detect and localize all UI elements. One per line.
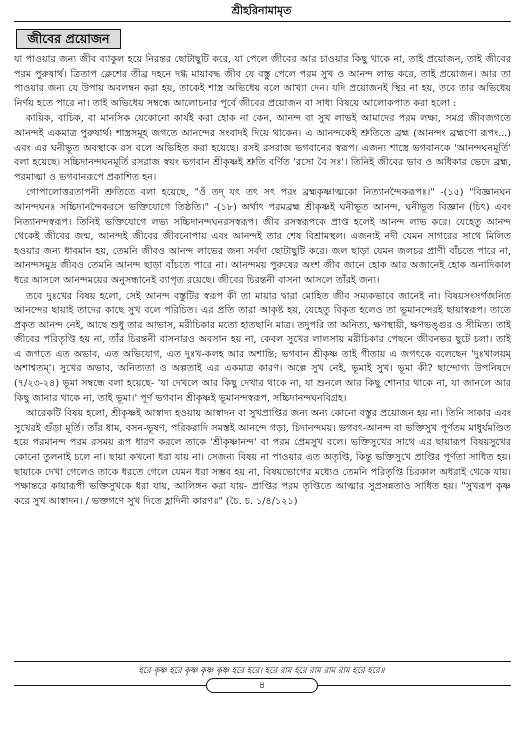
paragraph-2: কায়িক, বাচিক, বা মানসিক যেকোনো কার্যই করা হোক না কেন, আনন্দ বা সুখ লাভই আমাদের পরম লক্ষ্য, সমগ্র জীবজগতে আনন্দই একমাত্র পুরুষার্থ। শাস্ত্রসমূহ জগতে আনন্দের সংবাদই দিয়ে থাকেন। এ আনন্দকেই শ্রুতিতে ব্রহ্ম (আনন্দং ব্রহ্মণো রূপং...) এবং এর ঘনীভূত অবস্থাকে রস বলে অভিহিত করা হয়েছে। রসই রসরাজ ভগবানের স্বরূপ। এজন্য শাস্ত্রে ভগবানকে 'আনন্দঘনমূর্তি' বলা হয়েছে। সচ্চিদানন্দঘনমূর্তি রসরাজ স্বয়ং ভগবান শ্রীকৃষ্ণই শ্রুতি বর্ণিত 'রসো বৈ সঃ'। তিনিই জীবের ভাব ও অধিকার ভেদে ব্রহ্ম, পরমাত্মা ও ভগবানরূপে প্রকাশিত হন।: [14, 113, 511, 183]
page-number-rule-right: [318, 685, 511, 686]
body-text: [14, 53, 511, 657]
running-head: শ্রীহরিনামামৃত: [231, 4, 292, 17]
section-title: জীবের প্রয়োজন: [16, 29, 121, 49]
paragraph-1: যা পাওয়ার জন্য জীব ব্যাকুল হয়ে নিরন্তর ছোটাছুটি করে, যা পেলে জীবের আর চাওয়ার কিছু থাকে না, তাই প্রয়োজন, তাই জীবের পরম পুরুষার্থ। ত্রিতাপ ক্লেশের তীব্র দহনে দগ্ধ মায়াবদ্ধ জীব যে বস্তু পেলে পরম সুখ ও আনন্দ লাভ করে, তাই প্রয়োজন। আর তা পাওয়ার জন্য যে উপায় অবলম্বন করা হয়, তাকেই শাস্ত্র অভিধেয় বলে আখ্যা দেন। যদি প্রয়োজনই স্থির না হয়, তবে তার অভিধেয় নির্ণয় হতে পারে না। তাই অভিধেয় সম্বন্ধে আলোচনার পূর্বে জীবের প্রয়োজন বা সাধ্য বিষয়ে আলোকপাত করা হলো :: [14, 54, 511, 109]
header-divider: [14, 21, 511, 22]
paragraph-3: গোপালোত্তরতাপনী শ্রুতিতে বলা হয়েছে, "ওঁ তদ্ যৎ তৎ সৎ পরং ব্রহ্মকৃষ্ণাত্মকো নিত্যানন্দৈকরূপঃ।" -(১৫) "বিজ্ঞানঘন আনন্দঘনঃ সচ্চিদানন্দৈকরসে ভক্তিযোগে তিষ্ঠতি।" -(১৮) অর্থাৎ পরমব্রহ্ম শ্রীকৃষ্ণই ঘনীভূত আনন্দ, ঘনীভূত বিজ্ঞান (চিৎ) এবং নিত্যানন্দস্বরূপ। তিনিই ভক্তিযোগে লভ্য সচ্চিদানন্দঘনরসস্বরূপ। জীব রসস্বরূপকে প্রাপ্ত হলেই আনন্দ লাভ করে। যেহেতু আনন্দ থেকেই জীবের জন্ম, আনন্দই জীবের জীবনোপায় এবং আনন্দই তার শেষ বিশ্রামস্থল। এজন্যই নদী যেমন সাগরের সাথে মিলিত হওয়ার জন্য ধাবমান হয়, তেমনি জীবও আনন্দ লাভের জন্য সর্বদা ছোটাছুটি করে। জল ছাড়া যেমন জলচর প্রাণী বাঁচতে পারে না, আনন্দসমুদ্র জীবও তেমনি আনন্দ ছাড়া বাঁচতে পারে না। আনন্দময় পুরুষের অংশ জীব জানে হোক আর অজানেই হোক অনাদিকাল ধরে আসলে আনন্দময়ের অনুসন্ধানেই ব্যাপৃত রয়েছে। জীবের চিরন্তনী বাসনা আসলে তাঁরই জন্য।: [14, 187, 511, 286]
page-number: ৪: [206, 678, 318, 693]
footer-mantra: হরে কৃষ্ণ হরে কৃষ্ণ কৃষ্ণ কৃষ্ণ হরে হরে। হরে রাম হরে রাম রাম রাম হরে হরে॥: [138, 665, 385, 675]
paragraph-4: তবে দুঃখের বিষয় হলো, সেই আনন্দ বস্তুটির স্বরূপ কী তা মায়ার দ্বারা মোহিত জীব সম্যকভাবে জানেই না। বিষয়সংসর্গজনিত আনন্দের ছায়াই তাদের কাছে সুখ বলে পরিচিত। এর প্রতি তারা আকৃষ্ট হয়, যেহেতু বিকৃত হলেও তা ভূমানন্দেরই ছায়াস্বরূপ। তাতে প্রকৃত আনন্দ নেই, আছে শুধু তার আভাস, মরীচিকার মতো হাতছানি মাত্র। তদুপরি তা অনিত্য, ক্ষণস্থায়ী, ক্ষণভঙ্গুর ও সীমিত। তাই জীবের পরিতৃপ্তি হয় না, তাঁর চিরন্তনী বাসনারও অবসান হয় না, কেবল সুখের লালসায় মরীচিকার পেছনে জীবনভর ছুটে চলা। তাই এ জগতে এত অভাব, এত অভিযোগ, এত দুঃখ-কলহ আর অশান্তি; ভগবান শ্রীকৃষ্ণ তাই গীতায় এ জগৎকে বলেছেন 'দুঃখালয়ম্ অশাশ্বতম্'। সুখের অভাব, অনিত্যতা ও অল্পতাই এর একমাত্র কারণ। অল্পে সুখ নেই, ভূমাই সুখ। ভূমা কী? ছান্দোগ্য উপনিষদে (৭/২৩-২৪) ভূমা সম্বন্ধে বলা হয়েছে- 'যা দেখলে আর কিছু দেখার থাকে না, যা শুনলে আর কিছু শোনার থাকে না, যা জানলে আর কিছু জানার থাকে না, তাই ভূমা।' পূর্ণ ভগবান শ্রীকৃষ্ণই ভূমানন্দস্বরূপ, সচ্চিদানন্দঘনবিগ্রহ।: [14, 290, 511, 404]
paragraph-5: আরেকটি বিষয় হলো, শ্রীকৃষ্ণই আস্বাদ্য হওয়ায় আস্বাদন বা সুখপ্রাপ্তির জন্য অন্য কোনো বস্তুর প্রয়োজন হয় না। তিনি সাকার এবং সুখেরই গুঁড়া মূর্তি। তাঁর ধাম, বসন-ভূষণ, পরিকরাদি সমস্তই আনন্দে গড়া, চিদানন্দময়। ভগবৎ-আনন্দ বা ভক্তিসুখ পূর্ণতম মাধুর্যমণ্ডিত হয়ে পরমানন্দ পরম রসময় রূপ ধারণ করলে তাকে 'শ্রীকৃষ্ণানন্দ' বা পরম প্রেমসুখ বলে। ভক্তিসুখের সাথে এর ছায়ারূপ বিষয়সুখের কোনো তুলনাই চলে না। ছায়া কখনো ধরা যায় না। সেজন্য বিষয় না পাওয়ার এত অতৃপ্তি, কিন্তু ভক্তিসুখে প্রাপ্তির পূর্ণতা সাধিত হয়। ছায়াকে দেখা গেলেও তাকে ধরতে গেলে যেমন ধরা সম্ভব হয় না, বিষয়ভোগের মধ্যেও তেমনি পরিতৃপ্তি চিরকাল অধরাই থেকে যায়। পক্ষান্তরে কায়ারূপী ভক্তিসুখকে ধরা যায়, আলিঙ্গন করা যায়- প্রাপ্তির পরম তৃপ্তিতে আত্মার সুপ্রসন্নতাও সাধিত হয়। "সুখরূপ কৃষ্ণ করে সুখ আস্বাদন। / ভক্তগণে সুখ দিতে হ্লাদিনী কারণ॥" (চৈ. চ. ১/৪/১২১): [14, 408, 511, 507]
page-number-rule-left: [14, 685, 206, 686]
footer-divider: [14, 661, 511, 662]
